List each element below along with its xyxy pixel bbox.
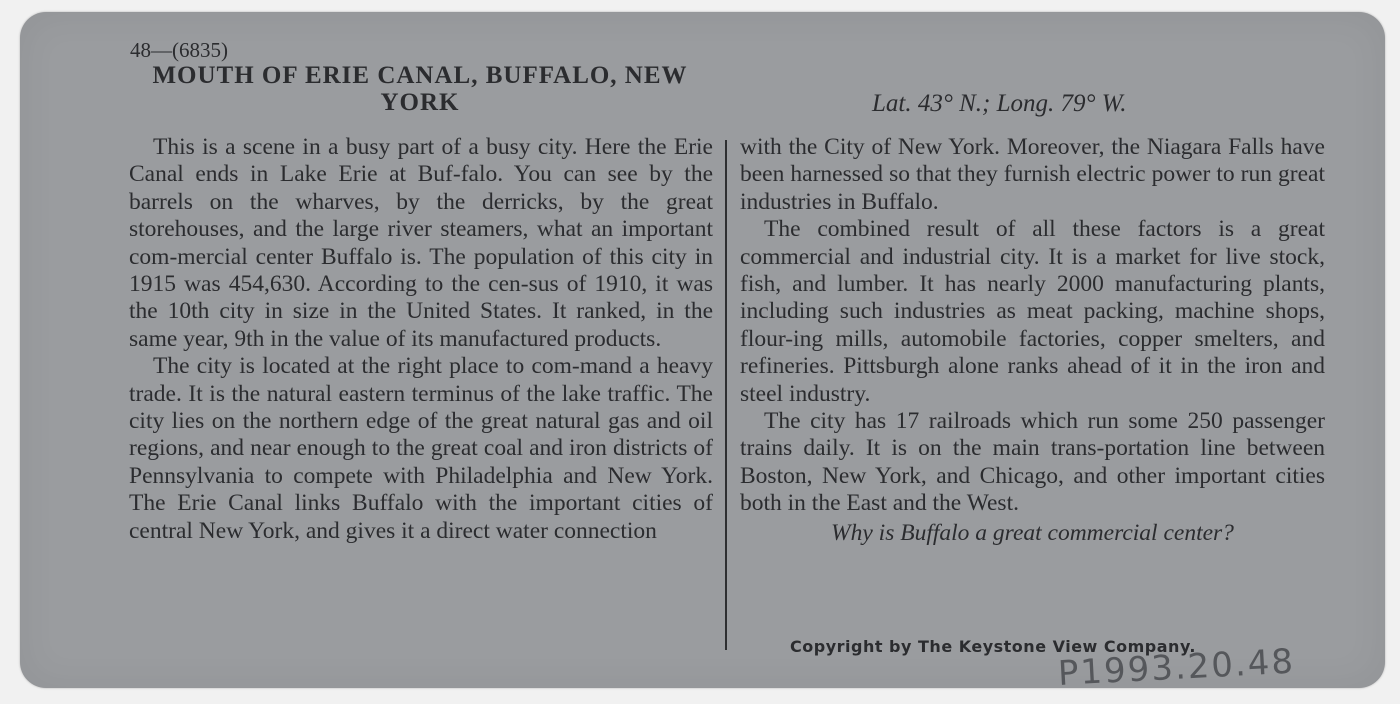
copyright-line: Copyright by The Keystone View Company. [790, 637, 1196, 656]
card-title: MOUTH OF ERIE CANAL, BUFFALO, NEW YORK [152, 62, 688, 116]
stereograph-card-back [20, 12, 1385, 694]
study-question: Why is Buffalo a great commercial center? [831, 519, 1234, 546]
left-paragraph-2: The city is located at the right place to com-mand a heavy trade. It is the natural eastern terminus of the lake traffic. The city lies on the northern edge of the great natural gas and oil regions, and near enough to the great coal and iron districts of Pennsylvania to compete with Philadelphia and New York. The Erie Canal links Buffalo with the important cities of central New York, and gives it a direct water connection [129, 353, 713, 544]
left-text-column [129, 134, 713, 545]
accession-number: P1993.20.48 [1056, 641, 1296, 694]
column-divider [725, 140, 727, 650]
left-paragraph-1: This is a scene in a busy part of a busy city. Here the Erie Canal ends in Lake Erie at Buf-falo. You can see by the barrels on the wharves, by the derricks, by the great storehouses, and the large river steamers, what an important com-mercial center Buffalo is. The population of this city in 1915 was 454,630. According to the cen-sus of 1910, it was the 10th city in size in the United States. It ranked, in the same year, 9th in the value of its manufactured products. [129, 134, 713, 352]
right-paragraph-1: with the City of New York. Moreover, the Niagara Falls have been harnessed so that they furnish electric power to run great industries in Buffalo. [740, 134, 1325, 215]
right-paragraph-3: The city has 17 railroads which run some 250 passenger trains daily. It is on the main trans-portation line between Boston, New York, and Chicago, and other important cities both in the East and the West. [740, 408, 1325, 517]
right-paragraph-2: The combined result of all these factors is a great commercial and industrial city. It is a market for live stock, fish, and lumber. It has nearly 2000 manufacturing plants, including such industries as meat packing, machine shops, flour-ing mills, automobile factories, copper smelters, and refineries. Pittsburgh alone ranks ahead of it in the iron and steel industry. [740, 216, 1325, 407]
catalog-number: 48—(6835) [130, 38, 228, 62]
right-text-column [740, 134, 1325, 547]
coordinates: Lat. 43° N.; Long. 79° W. [872, 90, 1127, 117]
